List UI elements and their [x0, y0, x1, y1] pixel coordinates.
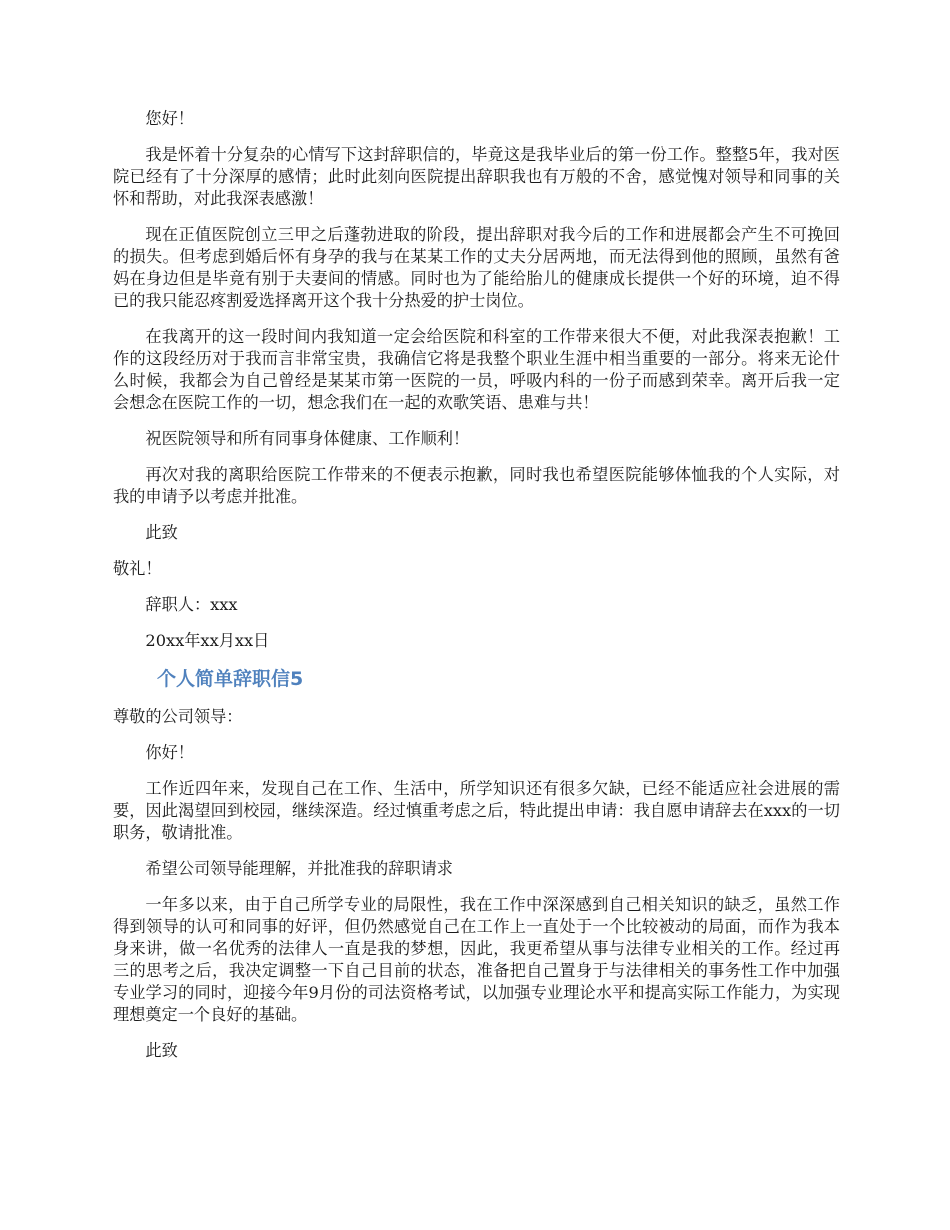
closing-line: 此致 — [145, 1041, 178, 1060]
body-paragraph: 再次对我的离职给医院工作带来的不便表示抱歉，同时我也希望医院能够体恤我的个人实际，对我的申请予以考虑并批准。 — [113, 465, 840, 506]
body-paragraph: 我是怀着十分复杂的心情写下这封辞职信的，毕竟这是我毕业后的第一份工作。整整5年，我对医院已经有了十分深厚的感情；此时此刻向医院提出辞职我也有万般的不舍，感觉愧对领导和同事的关怀和帮助，对此我深表感激！ — [113, 145, 840, 208]
body-paragraph: 在我离开的这一段时间内我知道一定会给医院和科室的工作带来很大不便，对此我深表抱歉！工作的这段经历对于我而言非常宝贵，我确信它将是我整个职业生涯中相当重要的一部分。将来无论什么时候，我都会为自己曾经是某某市第一医院的一员，呼吸内科的一份子而感到荣幸。离开后我一定会想念在医院工作的一切，想念我们在一起的欢歌笑语、患难与共！ — [113, 327, 840, 412]
section-heading: 个人简单辞职信5 — [157, 668, 304, 690]
date-line: 20xx年xx月xx日 — [145, 631, 270, 650]
body-paragraph: 祝医院领导和所有同事身体健康、工作顺利！ — [145, 429, 470, 448]
body-paragraph: 希望公司领导能理解，并批准我的辞职请求 — [145, 859, 453, 878]
salute-line: 敬礼！ — [113, 559, 162, 578]
closing-line: 此致 — [145, 523, 178, 542]
document-body — [113, 108, 840, 1076]
greeting: 你好！ — [145, 743, 194, 762]
body-paragraph: 现在正值医院创立三甲之后蓬勃进取的阶段，提出辞职对我今后的工作和进展都会产生不可挽回的损失。但考虑到婚后怀有身孕的我与在某某工作的丈夫分居两地，而无法得到他的照顾，虽然有爸妈在身边但是毕竟有别于夫妻间的情感。同时也为了能给胎儿的健康成长提供一个好的环境，迫不得已的我只能忍疼割爱选择离开这个我十分热爱的护士岗位。 — [113, 225, 840, 310]
body-paragraph: 一年多以来，由于自己所学专业的局限性，我在工作中深深感到自己相关知识的缺乏，虽然工作得到领导的认可和同事的好评，但仍然感觉自己在工作上一直处于一个比较被动的局面，而作为我本身来讲，做一名优秀的法律人一直是我的梦想，因此，我更希望从事与法律专业相关的工作。经过再三的思考之后，我决定调整一下自己目前的状态，准备把自己置身于与法律相关的事务性工作中加强专业学习的同时，迎接今年9月份的司法资格考试，以加强专业理论水平和提高实际工作能力，为实现理想奠定一个良好的基础。 — [113, 895, 840, 1024]
signer-line: 辞职人：xxx — [145, 595, 238, 614]
greeting: 您好！ — [145, 109, 194, 128]
body-paragraph: 工作近四年来，发现自己在工作、生活中，所学知识还有很多欠缺，已经不能适应社会进展的需要，因此渴望回到校园，继续深造。经过慎重考虑之后，特此提出申请：我自愿申请辞去在xxx的一切职务，敬请批准。 — [113, 779, 840, 842]
addressee-line: 尊敬的公司领导： — [113, 707, 243, 726]
